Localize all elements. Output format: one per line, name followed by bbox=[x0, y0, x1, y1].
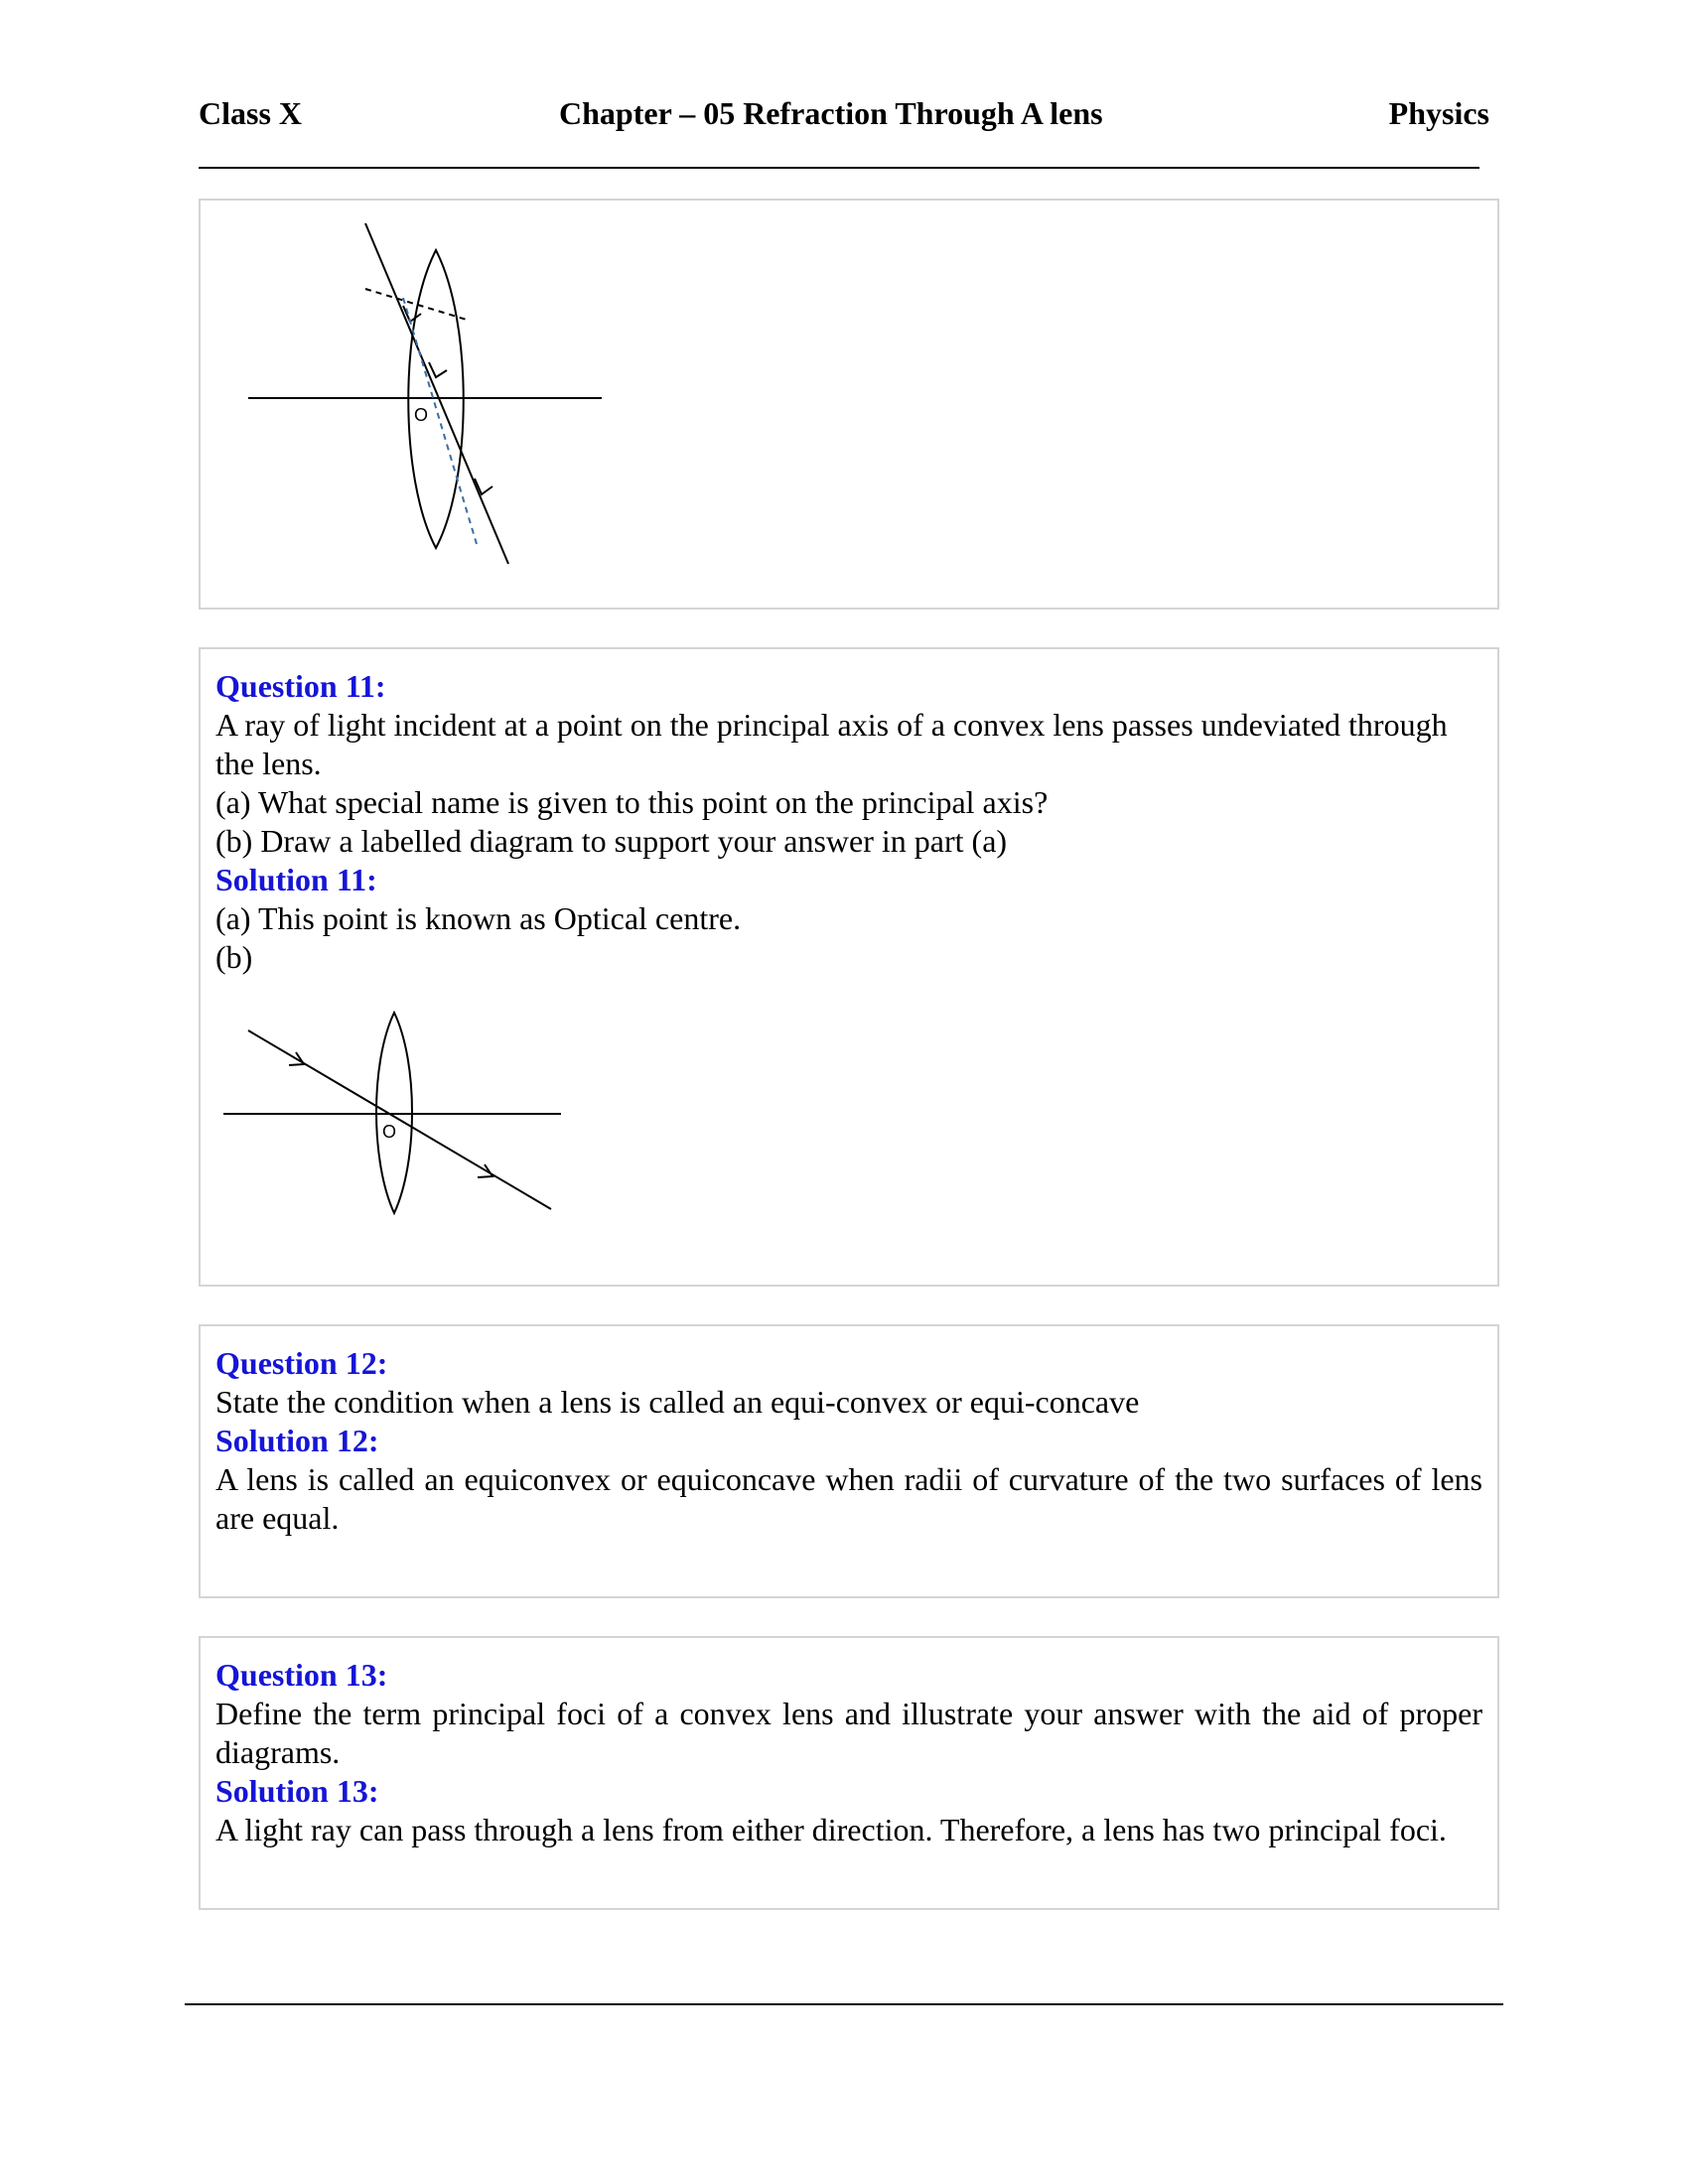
optical-centre-label: O bbox=[381, 1122, 397, 1142]
question-12-heading: Question 12: bbox=[215, 1345, 388, 1381]
question-11-text-1: A ray of light incident at a point on the principal axis of a convex lens passes undeviated through the lens. bbox=[215, 707, 1448, 781]
footer-divider bbox=[185, 2003, 1503, 2005]
solution-11-text-2: (b) bbox=[215, 939, 253, 975]
light-ray bbox=[248, 1030, 551, 1209]
question-11-heading: Question 11: bbox=[215, 668, 386, 704]
solution-12-text: A lens is called an equiconvex or equiconcave when radii of curvature of the two surfaces of lens are equal. bbox=[215, 1461, 1482, 1536]
ray-arrow bbox=[429, 362, 447, 377]
oblique-ray-lens-diagram bbox=[238, 218, 635, 596]
header-class: Class X bbox=[199, 95, 303, 131]
solution-12-heading: Solution 12: bbox=[215, 1423, 379, 1458]
question-13-card bbox=[199, 1636, 1499, 1910]
header-subject: Physics bbox=[1388, 95, 1489, 131]
solution-13-text: A light ray can pass through a lens from either direction. Therefore, a lens has two principal foci. bbox=[215, 1812, 1447, 1847]
solution-11-heading: Solution 11: bbox=[215, 862, 377, 897]
optical-centre-diagram bbox=[223, 1003, 561, 1211]
header-divider bbox=[199, 167, 1479, 169]
refracted-ray bbox=[365, 223, 508, 564]
question-13-heading: Question 13: bbox=[215, 1657, 388, 1693]
solution-11-text-1: (a) This point is known as Optical centre. bbox=[215, 900, 742, 936]
optical-centre-label: O bbox=[413, 405, 429, 425]
question-11-text-2: (a) What special name is given to this point on the principal axis? bbox=[215, 784, 1049, 820]
header-chapter-title: Chapter – 05 Refraction Through A lens bbox=[559, 95, 1103, 131]
question-12-card bbox=[199, 1324, 1499, 1598]
solution-13-heading: Solution 13: bbox=[215, 1773, 379, 1809]
question-13-text: Define the term principal foci of a convex lens and illustrate your answer with the aid of proper diagrams. bbox=[215, 1696, 1482, 1770]
question-11-text-3: (b) Draw a labelled diagram to support your answer in part (a) bbox=[215, 823, 1008, 859]
question-12-text: State the condition when a lens is called an equi-convex or equi-concave bbox=[215, 1384, 1140, 1420]
